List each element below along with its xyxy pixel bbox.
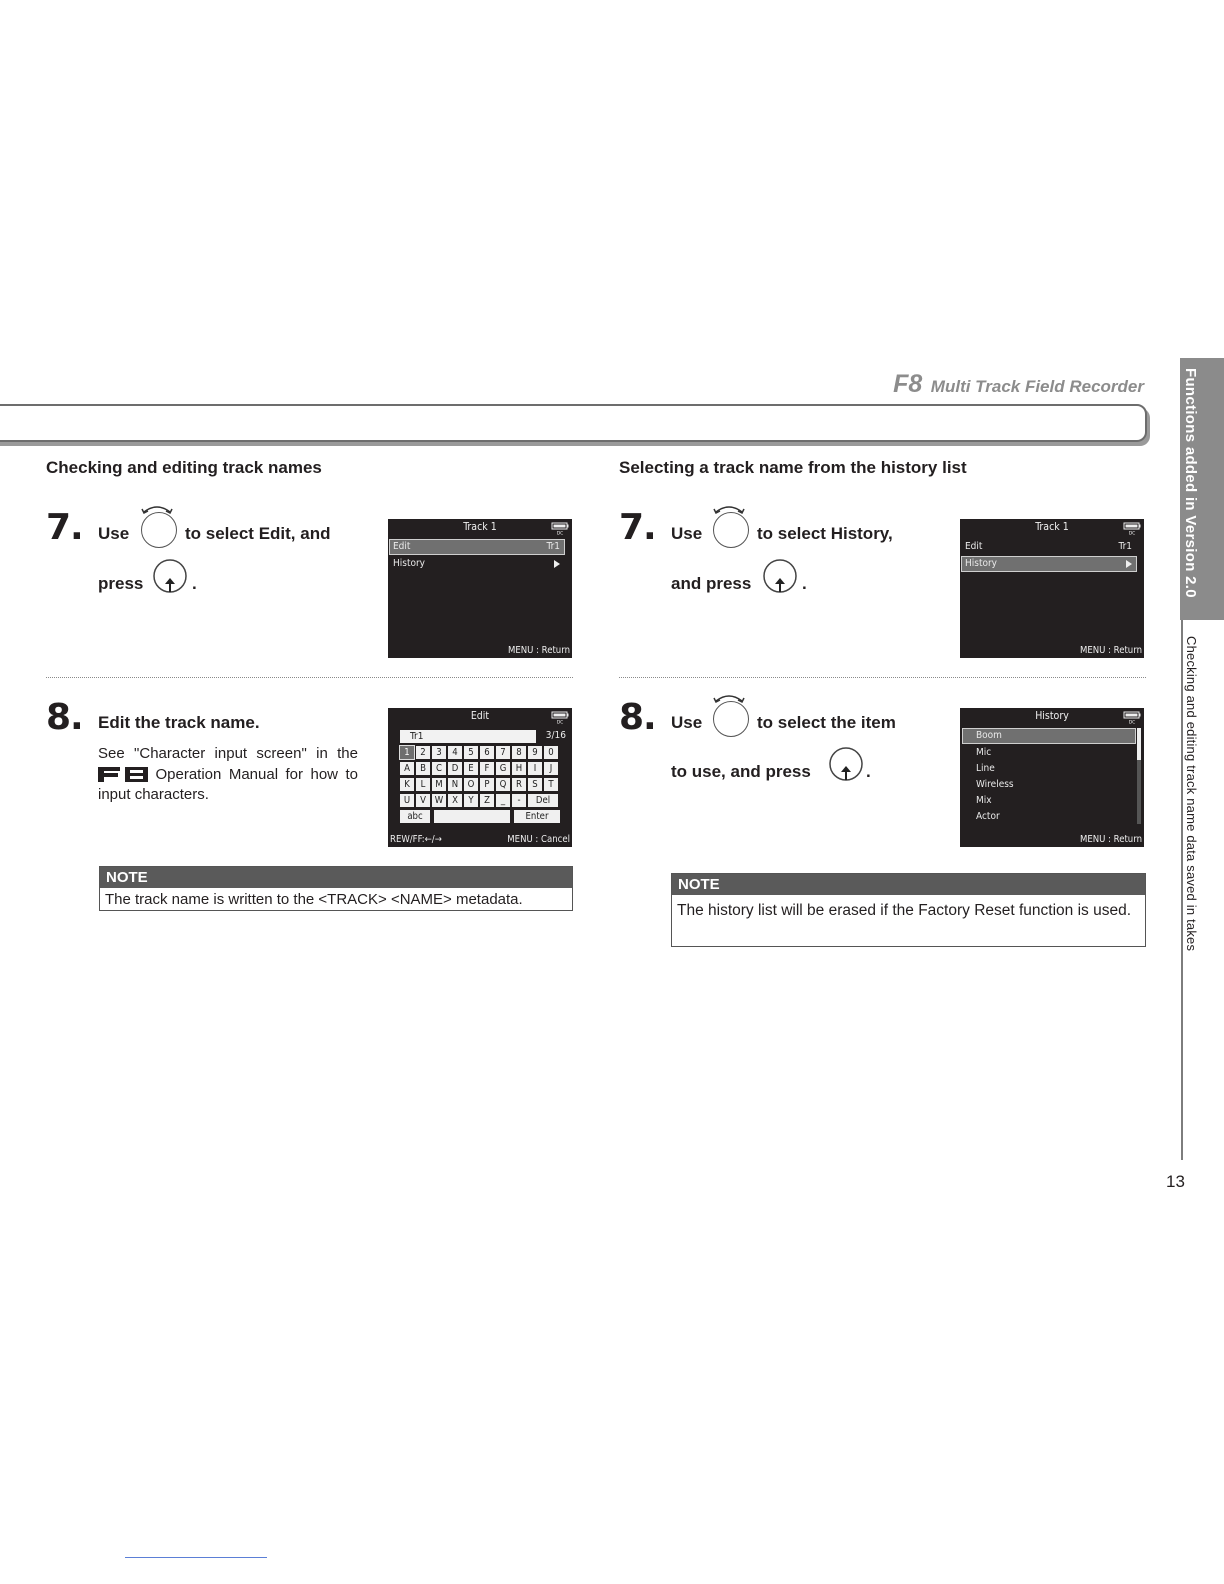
- key[interactable]: N: [448, 778, 462, 791]
- menu-item-label: History: [965, 558, 998, 569]
- key[interactable]: J: [544, 762, 558, 775]
- key[interactable]: V: [416, 794, 430, 807]
- device-screen-track: [388, 519, 572, 658]
- note-text: The history list will be erased if the Factory Reset function is used.: [677, 902, 1132, 919]
- step-heading: Edit the track name.: [98, 713, 260, 732]
- page-number: 13: [1166, 1172, 1185, 1191]
- step-body: [98, 744, 358, 806]
- step-text: to use, and press: [671, 762, 811, 781]
- press-button-icon: [152, 556, 188, 596]
- key[interactable]: C: [432, 762, 446, 775]
- screen-footer: MENU : Return: [1079, 834, 1142, 845]
- key[interactable]: O: [464, 778, 478, 791]
- key[interactable]: W: [432, 794, 446, 807]
- key[interactable]: Y: [464, 794, 478, 807]
- step-text: Use: [671, 713, 703, 732]
- history-item[interactable]: Mix: [976, 795, 992, 806]
- key[interactable]: L: [416, 778, 430, 791]
- svg-text:DC: DC: [1128, 720, 1136, 724]
- screen-footer-left: REW/FF:←/→: [390, 834, 442, 845]
- step-text: and press: [671, 574, 752, 593]
- svg-text:DC: DC: [556, 720, 564, 724]
- enter-key[interactable]: Enter: [514, 810, 560, 823]
- menu-item-label: Edit: [393, 541, 411, 552]
- screen-menu-item-edit[interactable]: [962, 540, 1136, 554]
- key[interactable]: 4: [448, 746, 462, 759]
- product-header: [893, 370, 1144, 399]
- key[interactable]: U: [400, 794, 414, 807]
- product-description: Multi Track Field Recorder: [930, 377, 1144, 396]
- key[interactable]: _: [496, 794, 510, 807]
- key[interactable]: R: [512, 778, 526, 791]
- dial-icon: [141, 512, 177, 548]
- step-number: 8.: [619, 697, 656, 738]
- device-screen-history: [960, 708, 1144, 847]
- history-item[interactable]: Actor: [976, 811, 1000, 822]
- key[interactable]: 7: [496, 746, 510, 759]
- step-text: .: [866, 762, 871, 781]
- device-screen-track: [960, 519, 1144, 658]
- chevron-right-icon: [1126, 560, 1132, 568]
- screen-title: History: [1035, 710, 1069, 722]
- key[interactable]: D: [448, 762, 462, 775]
- press-button-icon: [762, 556, 798, 596]
- key[interactable]: T: [544, 778, 558, 791]
- key[interactable]: 6: [480, 746, 494, 759]
- step-text: to select Edit, and: [185, 524, 331, 543]
- note-heading: NOTE: [100, 867, 572, 888]
- key[interactable]: X: [448, 794, 462, 807]
- section-title-right: Selecting a track name from the history list: [619, 458, 967, 477]
- key[interactable]: 9: [528, 746, 542, 759]
- step-text: .: [802, 574, 807, 593]
- key[interactable]: E: [464, 762, 478, 775]
- battery-icon: [1123, 522, 1141, 535]
- svg-text:DC: DC: [1128, 531, 1136, 535]
- step-body-text: Operation Manual for how to input characters.: [98, 765, 358, 803]
- key[interactable]: B: [416, 762, 430, 775]
- history-item[interactable]: Wireless: [976, 779, 1014, 790]
- character-counter: 3/16: [545, 730, 566, 741]
- product-model: F8: [893, 370, 923, 398]
- key[interactable]: G: [496, 762, 510, 775]
- divider: [619, 677, 1146, 678]
- dial-icon: [713, 701, 749, 737]
- side-tab-label-topic[interactable]: Checking and editing track name data saved in takes: [1184, 636, 1199, 952]
- key[interactable]: Z: [480, 794, 494, 807]
- screen-footer: MENU : Cancel: [507, 834, 570, 845]
- note-box: [99, 866, 573, 911]
- screen-footer: MENU : Return: [1079, 645, 1142, 656]
- section-title-left: Checking and editing track names: [46, 458, 322, 477]
- step-number: 7.: [619, 507, 656, 548]
- key[interactable]: P: [480, 778, 494, 791]
- step-text: press: [98, 574, 144, 593]
- note-box: [671, 873, 1146, 947]
- history-item[interactable]: Line: [976, 763, 995, 774]
- step-text: Use: [671, 524, 703, 543]
- menu-item-value: Tr1: [1118, 541, 1132, 552]
- key[interactable]: I: [528, 762, 542, 775]
- footnote-rule: [125, 1557, 267, 1558]
- device-screen-edit: [388, 708, 572, 847]
- key[interactable]: M: [432, 778, 446, 791]
- key[interactable]: F: [480, 762, 494, 775]
- battery-icon: [1123, 711, 1141, 724]
- step-body-text: See "Character input screen" in the: [98, 745, 358, 762]
- step-number: 7.: [46, 507, 83, 548]
- step-text: .: [192, 574, 197, 593]
- key[interactable]: A: [400, 762, 414, 775]
- screen-menu-item-history[interactable]: [390, 557, 564, 571]
- battery-icon: [551, 711, 569, 724]
- screen-title: Track 1: [463, 521, 497, 533]
- screen-footer: MENU : Return: [507, 645, 570, 656]
- side-tab-divider: [1181, 620, 1183, 1160]
- key[interactable]: 0: [544, 746, 558, 759]
- step-text: to select the item: [757, 713, 896, 732]
- key[interactable]: -: [512, 794, 526, 807]
- note-text: The track name is written to the <TRACK> <NAME> metadata.: [105, 891, 523, 908]
- menu-item-value: Tr1: [546, 541, 560, 552]
- step-text: Use: [98, 524, 130, 543]
- scrollbar-thumb[interactable]: [1137, 728, 1141, 760]
- track-name-input[interactable]: Tr1: [400, 730, 536, 743]
- history-item[interactable]: Boom: [963, 729, 1135, 743]
- header-band: [0, 404, 1147, 442]
- history-item[interactable]: Mic: [976, 747, 992, 758]
- key[interactable]: Q: [496, 778, 510, 791]
- menu-item-label: Edit: [965, 541, 983, 552]
- key[interactable]: H: [512, 762, 526, 775]
- screen-menu-item-edit[interactable]: [390, 540, 564, 554]
- chevron-right-icon: [554, 560, 560, 568]
- key[interactable]: K: [400, 778, 414, 791]
- step-number: 8.: [46, 697, 83, 738]
- f8-logo: [98, 767, 148, 782]
- del-key[interactable]: Del: [528, 794, 558, 807]
- note-heading: NOTE: [672, 874, 1145, 895]
- abc-key[interactable]: abc: [400, 810, 430, 823]
- dial-icon: [713, 512, 749, 548]
- key[interactable]: 2: [416, 746, 430, 759]
- key[interactable]: 5: [464, 746, 478, 759]
- space-key[interactable]: [434, 810, 510, 823]
- battery-icon: [551, 522, 569, 535]
- side-tab-label-version[interactable]: Functions added in Version 2.0: [1182, 368, 1199, 598]
- svg-text:DC: DC: [556, 531, 564, 535]
- key[interactable]: 8: [512, 746, 526, 759]
- divider: [46, 677, 573, 678]
- screen-title: Edit: [470, 710, 490, 722]
- screen-title: Track 1: [1035, 521, 1069, 533]
- menu-item-label: History: [393, 558, 426, 569]
- press-button-icon: [828, 744, 864, 784]
- key[interactable]: 3: [432, 746, 446, 759]
- step-text: to select History,: [757, 524, 893, 543]
- screen-menu-item-history[interactable]: [962, 557, 1136, 571]
- key[interactable]: S: [528, 778, 542, 791]
- key[interactable]: 1: [400, 746, 414, 759]
